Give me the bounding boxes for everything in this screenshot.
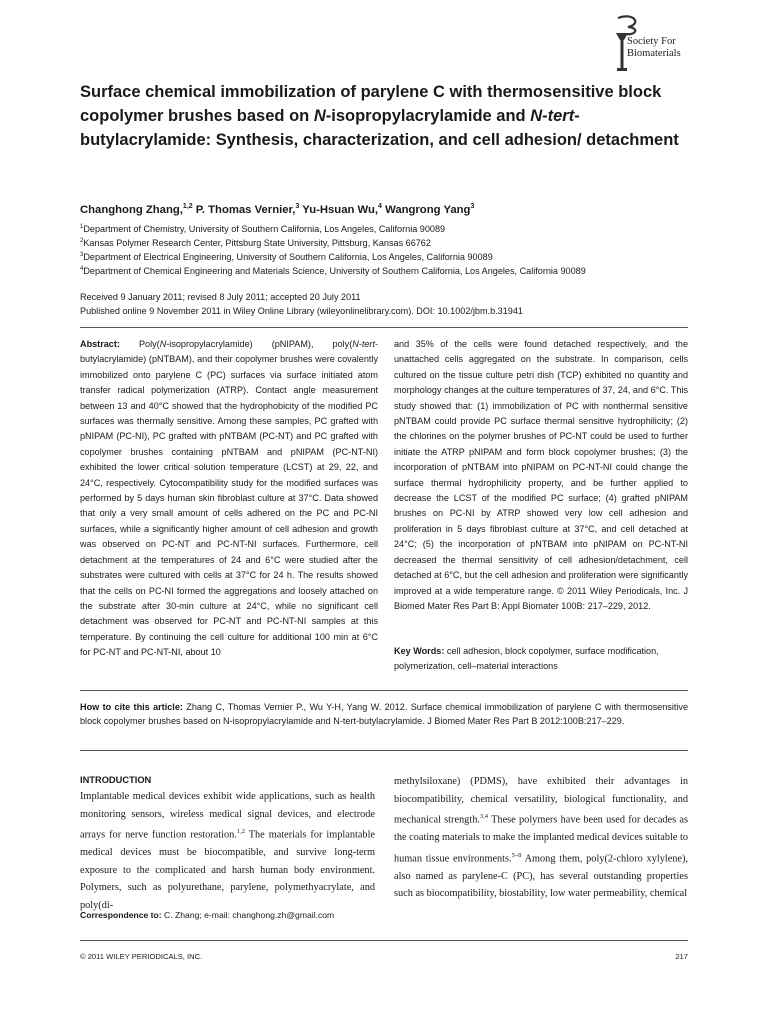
intro-column-right bbox=[394, 773, 688, 903]
author-affil-sup: 3 bbox=[470, 203, 475, 210]
affiliation-text: Department of Electrical Engineering, University of Southern California, Los Angeles, California 90089 bbox=[83, 252, 493, 263]
affiliation bbox=[80, 224, 445, 234]
affiliation-text: Kansas Polymer Research Center, Pittsburg State University, Pittsburg, Kansas 66762 bbox=[83, 238, 431, 249]
keywords bbox=[394, 644, 688, 675]
article-title bbox=[80, 80, 680, 152]
abstract-label: Abstract: bbox=[80, 339, 120, 349]
intro-text: Implantable medical devices exhibit wide applications, such as health monitoring sensors, wireless medical signal devices, and electrode arrays for nerve function restoration. bbox=[80, 791, 375, 841]
title-text: -isopropylacrylamide and bbox=[325, 107, 531, 125]
footer-copyright: © 2011 WILEY PERIODICALS, INC. bbox=[80, 952, 203, 961]
affiliation-text: Department of Chemistry, University of Southern California, Los Angeles, California 90089 bbox=[83, 224, 446, 235]
citation-label: How to cite this article: bbox=[80, 702, 183, 712]
citation-sup: 1,2 bbox=[236, 828, 245, 836]
intro-text: These polymers have been used for decades as the coating materials to make the implanted medical devices suitable to human tissue environments. bbox=[394, 814, 689, 865]
affiliation bbox=[80, 252, 493, 262]
abstract-italic: N bbox=[159, 339, 167, 349]
author-name: Wangrong Yang bbox=[385, 203, 471, 216]
author-name: Changhong Zhang, bbox=[80, 203, 183, 216]
author-list bbox=[80, 203, 474, 216]
affiliation-sup: 3 bbox=[80, 252, 84, 258]
footer-divider bbox=[80, 940, 688, 941]
title-text: Surface chemical immobilization of parylene C with thermosensitive block copolymer brushes based on bbox=[80, 83, 662, 125]
intro-text: Among them, poly(2-chloro xylylene), also named as parylene-C (PC), has several outstanding properties such as biocompatibility, biostability, low water permeability, chemical bbox=[394, 853, 688, 900]
section-heading: INTRODUCTION bbox=[80, 775, 152, 785]
citation-box bbox=[80, 700, 688, 728]
title-text: -butylacrylamide: Synthesis, characterization, and cell adhesion/ detachment bbox=[80, 107, 679, 149]
citation-text: Zhang C, Thomas Vernier P., Wu Y-H, Yang W. 2012. Surface chemical immobilization of parylene C with thermosensitive block copolymer brushes based on N-isopropylacrylamide and N-tert-butylacrylamide. J Biomed Mater Res Part B 2012:100B:217–229. bbox=[80, 702, 689, 726]
affiliation-sup: 4 bbox=[80, 266, 84, 272]
published-info: Published online 9 November 2011 in Wiley Online Library (wileyonlinelibrary.com). DOI: 10.1002/jbm.b.31941 bbox=[80, 306, 523, 316]
author-affil-sup: 3 bbox=[295, 203, 300, 210]
intro-column-left bbox=[80, 788, 375, 915]
author-affil-sup: 1,2 bbox=[182, 203, 193, 210]
divider bbox=[80, 327, 688, 328]
abstract-column-right: and 35% of the cells were found detached respectively, and the unattached cells aggregated on the substrate. In comparison, cells cultured on the tissue culture petri dish (TCP) exhibited no quantity and morphology changes at the culture temperatures of 37, 24, and 6°C. This study showed that: (1) immobilization of PC with nonthermal sensitive pNTBAM could provide PC surface thermal sensitive hydrophilicity; (2) the chlorines on the polymer brushes of PC-NT could be used to further initiate the ATRP pNIPAM and form block copolymer brushes; (3) the incorporation of pNTBAM into pNIPAM on PC-NT-NI could change the surface thermal hydrophilicity property, and be further applied to decrease the LCST of the modified PC surface; (4) grafted pNIPAM brushes on PC-NI by ATRP showed very low cell adhesion and proliferation in 5 days fibroblast culture at 37°C, and cell detached at 24°C; (5) the incorporation of pNTBAM into pNIPAM on PC-NT-NI decreased the thermal sensitivity of cell adhesion/detachment, cell detached at 6°C, but the cell adhesion and proliferation were significantly improved at a wide temperature range. © 2011 Wiley Periodicals, Inc. J Biomed Mater Res Part B: Appl Biomater 100B: 217–229, 2012. bbox=[394, 339, 688, 611]
affiliation bbox=[80, 266, 586, 276]
abstract-text: -isopropylacrylamide) (pNIPAM), poly( bbox=[166, 339, 353, 349]
affiliation-text: Department of Chemical Engineering and Materials Science, University of Southern California, Los Angeles, California 90089 bbox=[83, 266, 586, 277]
keywords-text: cell adhesion, block copolymer, surface modification, polymerization, cell–material interactions bbox=[394, 646, 659, 672]
society-name bbox=[627, 36, 681, 60]
intro-text: methylsiloxane) (PDMS), have exhibited their advantages in biocompatibility, chemical versatility, biological functionality, and mechanical strength. bbox=[394, 776, 688, 826]
affiliation-sup: 2 bbox=[80, 238, 84, 244]
abstract-italic: N-tert bbox=[352, 339, 375, 349]
title-italic: N-tert bbox=[530, 107, 575, 125]
correspondence-text: C. Zhang; e-mail: changhong.zh@gmail.com bbox=[161, 910, 335, 920]
citation-sup: 3,4 bbox=[479, 813, 489, 821]
correspondence-label: Correspondence to: bbox=[80, 910, 162, 920]
society-name-line2: Biomaterials bbox=[627, 48, 681, 59]
correspondence bbox=[80, 910, 334, 920]
page-number: 217 bbox=[675, 952, 688, 961]
abstract-text: Poly( bbox=[119, 339, 160, 349]
author-name: P. Thomas Vernier, bbox=[195, 203, 296, 216]
divider bbox=[80, 750, 688, 751]
abstract-column-left bbox=[80, 337, 378, 661]
author-name: Yu-Hsuan Wu, bbox=[302, 203, 379, 216]
author-affil-sup: 4 bbox=[378, 203, 382, 210]
abstract-text: -butylacrylamide) (pNTBAM), and their copolymer brushes were covalently immobilized onto parylene C (PC) surfaces via surface initiated atom transfer radical polymerization (ATRP). Contact angle measurement between 13 and 40°C showed that the hydrophobicity of the modified PC surfaces was thermally sensitive. Among these samples, PC grafted with pNIPAM (PC-NI), PC grafted with pNTBAM (PC-NT) and PC grafted with copolymer brushes containing pNTBAM and pNIPAM (PC-NT-NI) exhibited the lower critical solution temperature (LCST) at 29, 22, and 24°C, respectively. Cytocompatibility study for the modified surfaces was performed by 5 days human skin fibroblast culture at 37°C. Data showed that only a very small amount of cells adhered on the PC and PC-NI surfaces, while a significantly higher amount of cell adhesion and growth was observed on PC-NT and PC-NT-NI surfaces. Furthermore, cell detachment at the temperatures of 24 and 6°C were studied after the substrates were cultured with cells at 37°C for 24 h. The results showed that the cells on PC-NI formed the aggregations and loosely attached on the substrate after 30-min culture at 24°C, while no significant cell detachment was observed for PC-NT and PC-NT-NI samples at this temperature. By continuing the cell culture for additional 100 min at 6°C for PC-NT and PC-NT-NI, about 10 bbox=[80, 339, 378, 658]
keywords-label: Key Words: bbox=[394, 646, 445, 656]
citation-sup: 5–8 bbox=[511, 851, 522, 859]
society-name-line1: Society For bbox=[627, 36, 676, 47]
affiliation-sup: 1 bbox=[80, 224, 84, 230]
received-dates: Received 9 January 2011; revised 8 July 2011; accepted 20 July 2011 bbox=[80, 292, 361, 302]
affiliation bbox=[80, 238, 431, 248]
title-italic: N bbox=[313, 107, 326, 125]
divider bbox=[80, 690, 688, 691]
intro-text: The materials for implantable medical devices must be biocompatible, and survive long-term exposure to the complicated and harsh human body environment. Polymers, such as polyurethane, parylene, polymethyacrylate, and poly(di- bbox=[80, 829, 375, 911]
